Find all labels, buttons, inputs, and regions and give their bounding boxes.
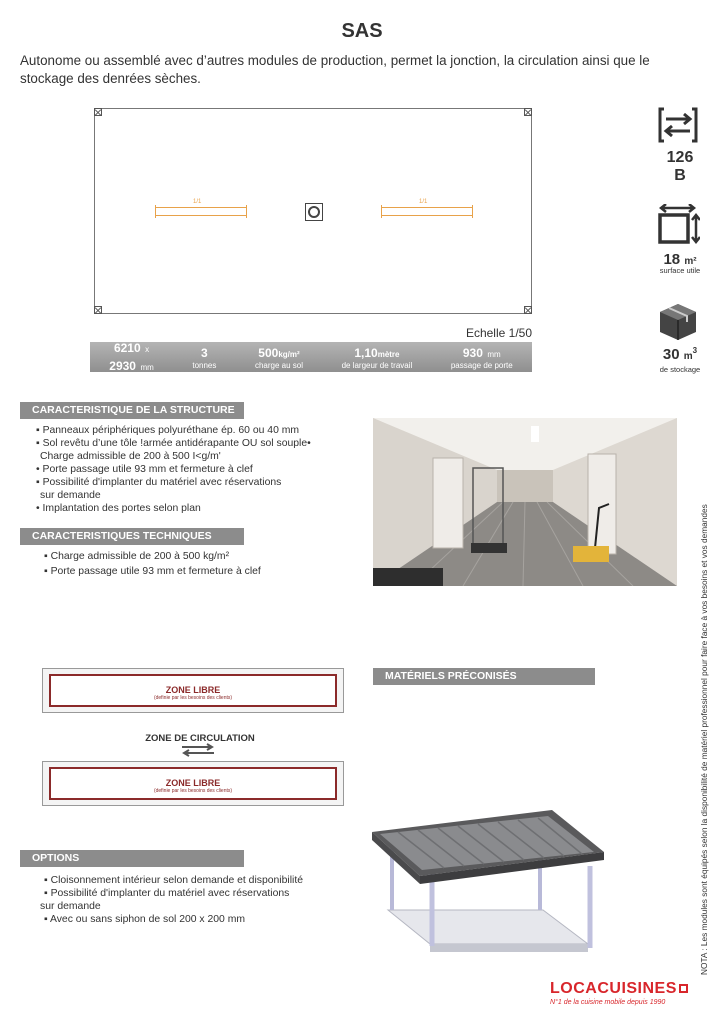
spec-value: 930 [462,346,483,360]
module-3d-illustration [368,806,608,974]
spec-weight [192,344,216,370]
surface-value: 18 m² [663,251,697,268]
spec-unit: mm [487,350,501,359]
volume-value: 30 $m^3$ [662,346,698,363]
logo-tagline: N°1 de la cuisine mobile depuis 1990 [550,999,666,1006]
list-item: ▪ Charge admissible de 200 à 500 kg/m² [44,551,230,562]
surface-label: surface utile [659,266,701,275]
corridor-photo [373,418,677,586]
spec-width [342,344,413,370]
spec-door [451,344,513,370]
spec-label: passage de porte [450,361,513,370]
logo-square-icon [679,984,688,993]
spec-unit: mètre [377,350,400,359]
list-item: ▪ Cloisonnement intérieur selon demande et disponibilité [44,875,303,886]
spec-load [255,344,303,370]
corner-icon [524,306,532,314]
spec-value: 500 [258,346,279,360]
section-options-title: OPTIONS [20,850,244,867]
code-value: 126 [666,149,694,166]
spec-label: de largeur de travail [341,361,413,370]
spec-value: 3 [201,346,208,360]
options-list [40,874,303,926]
spec-value: 6210 [113,341,141,355]
spec-dimensions [109,339,153,375]
spec-unit: kg/m² [278,350,300,359]
zone-label: ZONE LIBRE [165,778,221,788]
spec-value: 2930 [109,359,136,373]
list-item: sur demande [40,901,101,912]
double-arrow-icon [178,743,218,757]
section-materiels-title: MATÉRIELS PRÉCONISÉS [373,668,595,685]
page-title: SAS [341,20,383,42]
box-icon [656,302,700,342]
list-item: ▪ Sol revêtu d’une tôle !armée antidérapante OU sol souple• [36,438,311,449]
zone-label: ZONE LIBRE [165,685,221,695]
spec-unit: x [145,345,150,354]
zone-sublabel: (definie par les besoins des clients) [153,695,233,701]
zone-sublabel: (definie par les besoins des clients) [153,788,233,794]
corner-icon [94,108,102,116]
volume-label: de stockage [659,365,701,374]
surface-icon [656,204,700,244]
list-item: • Implantation des portes selon plan [36,503,201,514]
zone-libre-bottom [42,761,344,806]
corner-icon [94,306,102,314]
section-techniques-title: CARACTERISTIQUES TECHNIQUES [20,528,244,545]
techniques-list [44,550,261,578]
list-item: Charge admissible de 200 à 500 I<g/m' [40,451,221,462]
table-label: 1/1 [193,199,202,205]
list-item: ▪ Avec ou sans siphon de sol 200 x 200 mm [44,914,246,925]
list-item: ▪ Porte passage utile 93 mm et fermeture à clef [44,566,261,577]
floor-plan [94,108,532,314]
nota-text [697,470,719,975]
table-left [155,199,247,216]
logo-name: LOCACUISINES [550,980,677,997]
floor-drain-icon [305,203,323,221]
list-item: ▪ Panneaux périphériques polyuréthane ép. 60 ou 40 mm [36,425,300,436]
spec-unit: mm [140,363,154,372]
exchange-icon [656,105,700,145]
table-right [381,199,473,216]
list-item: ▪ Possibilité d'implanter du matériel avec réservations [44,888,290,899]
list-item: ▪ Possibilité d'implanter du matériel avec réservations [36,477,282,488]
zone-libre-top [42,668,344,713]
corner-icon [524,108,532,116]
nota-label: NOTA : Les modules sont équipés selon la disponibilité de matériel professionnel pour faire face à vos besoins et vos demandes [699,504,709,975]
brand-logo [550,980,710,1006]
spec-label: charge au sol [254,361,303,370]
table-label: 1/1 [419,199,428,205]
page-subtitle: Autonome ou assemblé avec d’autres modules de production, permet la jonction, la circulation ainsi que le stockage des denrées sèches. [20,53,650,86]
spec-bar [90,342,532,372]
circulation-label: ZONE DE CIRCULATION [145,733,255,744]
section-structure-title: CARACTERISTIQUE DE LA STRUCTURE [20,402,244,419]
list-item: sur demande [40,490,101,501]
code-letter: B [674,167,686,184]
spec-value: 1,10 [354,346,378,360]
list-item: • Porte passage utile 93 mm et fermeture à clef [36,464,253,475]
structure-list [36,424,311,515]
scale-label: Echelle 1/50 [465,326,532,340]
spec-label: tonnes [192,361,217,370]
